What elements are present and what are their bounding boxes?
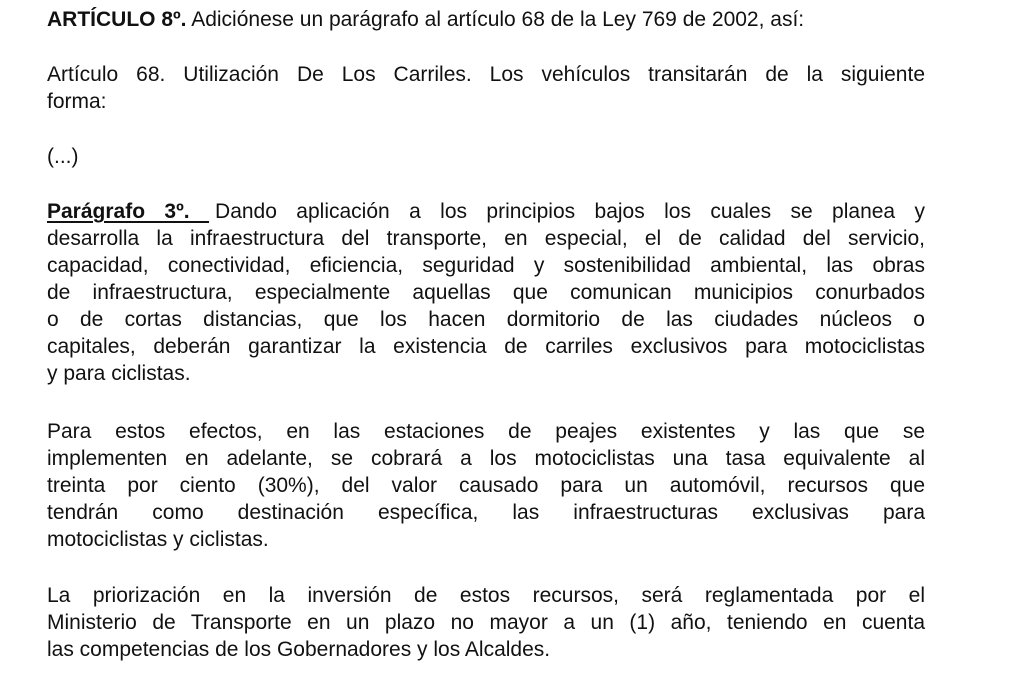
paragraph3-line: de infraestructura, especialmente aquellas que comunican municipios conurbados (47, 281, 925, 304)
article68-line: forma: (47, 90, 107, 113)
paragraph3-first-line-text: Dando aplicación a los principios bajos los cuales se planea y (215, 200, 926, 223)
article68-line: Artículo 68. Utilización De Los Carriles. Los vehículos transitarán de la siguiente (47, 63, 925, 86)
paragraph3-line: o de cortas distancias, que los hacen dormitorio de las ciudades núcleos o (47, 308, 925, 331)
effects-paragraph-line: tendrán como destinación específica, las infraestructuras exclusivas para (47, 501, 925, 524)
paragraph3-line: desarrolla la infraestructura del transporte, en especial, el de calidad del servicio, (47, 227, 925, 250)
article-label: ARTÍCULO 8º. (47, 8, 187, 31)
priority-paragraph-line: las competencias de los Gobernadores y los Alcaldes. (47, 638, 551, 661)
priority-paragraph-line: Ministerio de Transporte en un plazo no mayor a un (1) año, teniendo en cuenta (47, 611, 925, 634)
paragraph3-line: capacidad, conectividad, eficiencia, seguridad y sostenibilidad ambiental, las obras (47, 254, 925, 277)
article-heading (47, 6, 925, 33)
effects-paragraph-line: implementen en adelante, se cobrará a los motociclistas una tasa equivalente al (47, 447, 925, 470)
article-heading-text: Adiciónese un parágrafo al artículo 68 de la Ley 769 de 2002, así: (186, 8, 805, 31)
ellipsis: (...) (47, 145, 79, 168)
effects-paragraph-line: Para estos efectos, en las estaciones de peajes existentes y las que se (47, 420, 925, 443)
paragraph3-label: Parágrafo 3º. (47, 200, 210, 223)
effects-paragraph-line: treinta por ciento (30%), del valor causado para un automóvil, recursos que (47, 474, 925, 497)
priority-paragraph-line: La priorización en la inversión de estos recursos, será reglamentada por el (47, 584, 925, 607)
paragraph3-first-line (47, 198, 925, 225)
paragraph3-line: capitales, deberán garantizar la existencia de carriles exclusivos para motociclistas (47, 335, 925, 358)
paragraph3-line: y para ciclistas. (47, 362, 191, 385)
effects-paragraph-line: motociclistas y ciclistas. (47, 528, 269, 551)
